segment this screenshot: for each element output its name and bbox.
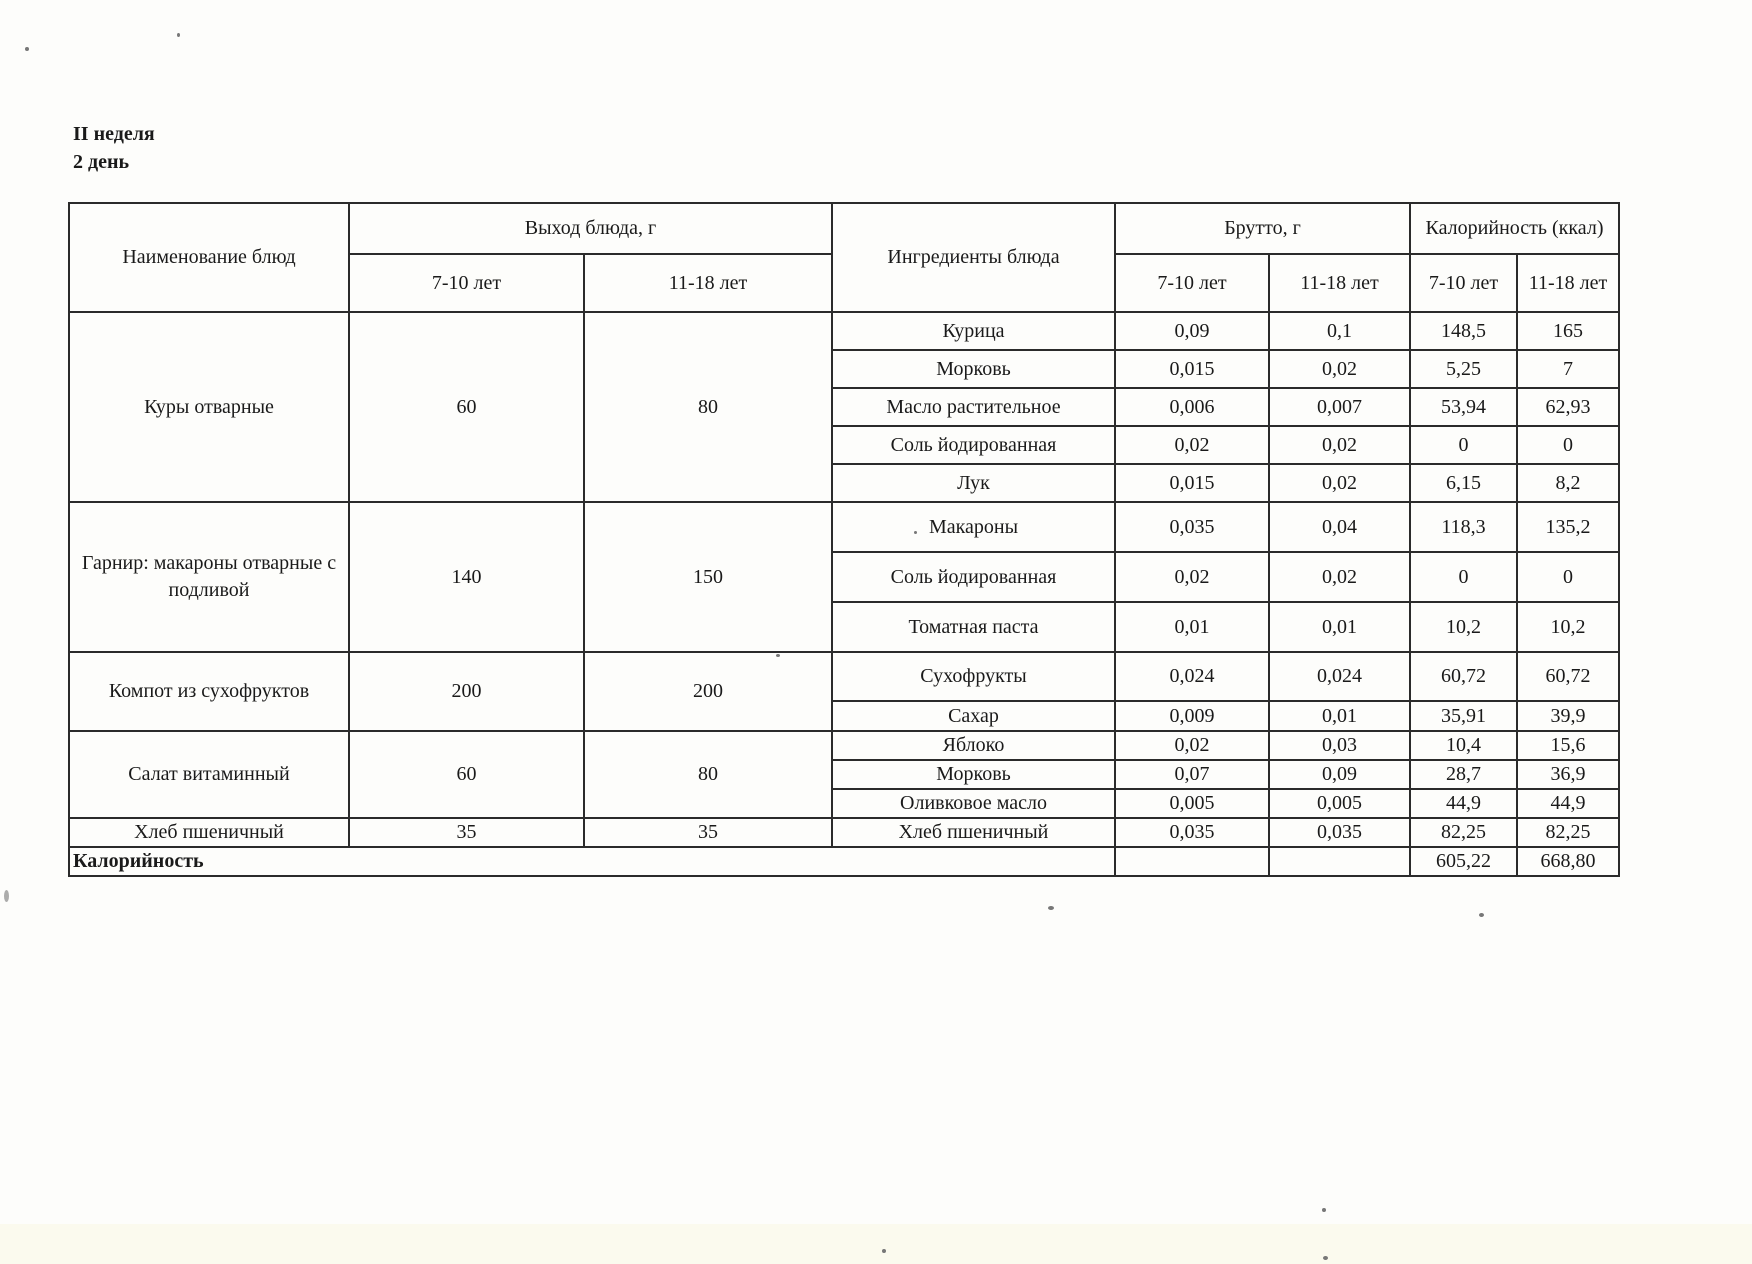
gross-11-18-cell: 0,005 <box>1269 789 1410 818</box>
gross-11-18-header: 11-18 лет <box>1269 254 1410 312</box>
scan-speck <box>1048 906 1054 910</box>
kcal-11-18-cell: 0 <box>1517 552 1619 602</box>
week-label: II неделя <box>73 123 155 145</box>
kcal-7-10-cell: 35,91 <box>1410 701 1517 731</box>
kcal-11-18-cell: 15,6 <box>1517 731 1619 760</box>
gross-7-10-cell: 0,01 <box>1115 602 1269 652</box>
gross-11-18-cell: 0,02 <box>1269 350 1410 388</box>
gross-7-10-cell: 0,07 <box>1115 760 1269 789</box>
kcal-7-10-cell: 5,25 <box>1410 350 1517 388</box>
gross-7-10-header: 7-10 лет <box>1115 254 1269 312</box>
scan-speck <box>177 33 180 37</box>
paper-edge <box>0 1224 1752 1264</box>
output-11-18-cell: 200 <box>584 652 832 731</box>
ingredient-name-cell: Морковь <box>832 350 1115 388</box>
scan-speck <box>1323 1256 1328 1260</box>
scan-speck <box>4 890 9 902</box>
output-11-18-header: 11-18 лет <box>584 254 832 312</box>
gross-7-10-cell: 0,009 <box>1115 701 1269 731</box>
scan-speck <box>1322 1208 1326 1212</box>
day-label: 2 день <box>73 151 130 173</box>
table-row <box>69 652 1619 701</box>
output-11-18-cell: 35 <box>584 818 832 847</box>
dish-name-cell: Куры отварные <box>69 312 349 502</box>
kcal-7-10-cell: 0 <box>1410 426 1517 464</box>
kcal-11-18-cell: 44,9 <box>1517 789 1619 818</box>
output-11-18-cell: 80 <box>584 731 832 818</box>
gross-11-18-cell: 0,04 <box>1269 502 1410 552</box>
calories-header: Калорийность (ккал) <box>1410 203 1619 254</box>
total-row <box>69 847 1619 876</box>
total-gross-7-10-cell <box>1115 847 1269 876</box>
gross-7-10-cell: 0,035 <box>1115 818 1269 847</box>
kcal-7-10-cell: 53,94 <box>1410 388 1517 426</box>
kcal-11-18-cell: 135,2 <box>1517 502 1619 552</box>
ingredient-name-cell: Макароны <box>832 502 1115 552</box>
gross-11-18-cell: 0,02 <box>1269 552 1410 602</box>
output-11-18-cell: 80 <box>584 312 832 502</box>
output-11-18-cell: 150 <box>584 502 832 652</box>
output-header: Выход блюда, г <box>349 203 832 254</box>
scan-speck <box>882 1249 886 1253</box>
table-row <box>69 502 1619 552</box>
total-kcal-7-10-cell: 605,22 <box>1410 847 1517 876</box>
gross-7-10-cell: 0,09 <box>1115 312 1269 350</box>
kcal-11-18-cell: 7 <box>1517 350 1619 388</box>
kcal-7-10-cell: 0 <box>1410 552 1517 602</box>
kcal-11-18-cell: 36,9 <box>1517 760 1619 789</box>
ingredient-name-cell: Оливковое масло <box>832 789 1115 818</box>
kcal-11-18-cell: 10,2 <box>1517 602 1619 652</box>
kcal-11-18-cell: 0 <box>1517 426 1619 464</box>
kcal-7-10-cell: 28,7 <box>1410 760 1517 789</box>
kcal-7-10-cell: 6,15 <box>1410 464 1517 502</box>
kcal-7-10-cell: 10,4 <box>1410 731 1517 760</box>
output-7-10-header: 7-10 лет <box>349 254 584 312</box>
table-row <box>69 731 1619 760</box>
gross-7-10-cell: 0,035 <box>1115 502 1269 552</box>
ingredient-name-cell: Курица <box>832 312 1115 350</box>
gross-11-18-cell: 0,09 <box>1269 760 1410 789</box>
kcal-11-18-cell: 165 <box>1517 312 1619 350</box>
kcal-11-18-cell: 39,9 <box>1517 701 1619 731</box>
scan-speck <box>914 531 917 534</box>
kcal-7-10-cell: 44,9 <box>1410 789 1517 818</box>
gross-7-10-cell: 0,02 <box>1115 552 1269 602</box>
gross-7-10-cell: 0,02 <box>1115 731 1269 760</box>
scan-speck <box>1479 913 1484 917</box>
gross-7-10-cell: 0,006 <box>1115 388 1269 426</box>
gross-11-18-cell: 0,03 <box>1269 731 1410 760</box>
total-label-cell: Калорийность <box>69 847 1115 876</box>
menu-table <box>68 202 1620 877</box>
gross-11-18-cell: 0,007 <box>1269 388 1410 426</box>
gross-11-18-cell: 0,024 <box>1269 652 1410 701</box>
total-gross-11-18-cell <box>1269 847 1410 876</box>
kcal-7-10-cell: 118,3 <box>1410 502 1517 552</box>
scan-speck <box>25 47 29 51</box>
ingredient-name-cell: Томатная паста <box>832 602 1115 652</box>
ingredient-name-cell: Сухофрукты <box>832 652 1115 701</box>
dish-name-cell: Салат витаминный <box>69 731 349 818</box>
gross-11-18-cell: 0,02 <box>1269 426 1410 464</box>
output-7-10-cell: 140 <box>349 502 584 652</box>
kcal-11-18-cell: 62,93 <box>1517 388 1619 426</box>
gross-7-10-cell: 0,015 <box>1115 350 1269 388</box>
kcal-11-18-header: 11-18 лет <box>1517 254 1619 312</box>
ingredient-name-cell: Сахар <box>832 701 1115 731</box>
ingredient-name-cell: Соль йодированная <box>832 552 1115 602</box>
scan-speck <box>776 654 780 657</box>
dish-name-header: Наименование блюд <box>69 203 349 312</box>
ingredient-name-cell: Хлеб пшеничный <box>832 818 1115 847</box>
gross-11-18-cell: 0,01 <box>1269 602 1410 652</box>
header-row <box>69 203 1619 254</box>
total-kcal-11-18-cell: 668,80 <box>1517 847 1619 876</box>
ingredient-name-cell: Масло растительное <box>832 388 1115 426</box>
gross-11-18-cell: 0,035 <box>1269 818 1410 847</box>
gross-11-18-cell: 0,02 <box>1269 464 1410 502</box>
ingredient-name-cell: Яблоко <box>832 731 1115 760</box>
table-row <box>69 312 1619 350</box>
kcal-11-18-cell: 82,25 <box>1517 818 1619 847</box>
kcal-11-18-cell: 60,72 <box>1517 652 1619 701</box>
table-row <box>69 818 1619 847</box>
dish-name-cell: Компот из сухофруктов <box>69 652 349 731</box>
ingredient-name-cell: Морковь <box>832 760 1115 789</box>
output-7-10-cell: 60 <box>349 312 584 502</box>
ingredient-name-cell: Лук <box>832 464 1115 502</box>
ingredient-name-cell: Соль йодированная <box>832 426 1115 464</box>
gross-11-18-cell: 0,01 <box>1269 701 1410 731</box>
gross-header: Брутто, г <box>1115 203 1410 254</box>
kcal-7-10-cell: 148,5 <box>1410 312 1517 350</box>
kcal-7-10-cell: 10,2 <box>1410 602 1517 652</box>
kcal-7-10-cell: 60,72 <box>1410 652 1517 701</box>
table-body <box>69 203 1619 876</box>
gross-11-18-cell: 0,1 <box>1269 312 1410 350</box>
kcal-7-10-cell: 82,25 <box>1410 818 1517 847</box>
gross-7-10-cell: 0,024 <box>1115 652 1269 701</box>
output-7-10-cell: 60 <box>349 731 584 818</box>
document-heading <box>73 120 155 176</box>
ingredients-header: Ингредиенты блюда <box>832 203 1115 312</box>
gross-7-10-cell: 0,02 <box>1115 426 1269 464</box>
kcal-11-18-cell: 8,2 <box>1517 464 1619 502</box>
dish-name-cell: Хлеб пшеничный <box>69 818 349 847</box>
gross-7-10-cell: 0,005 <box>1115 789 1269 818</box>
dish-name-cell: Гарнир: макароны отварные с подливой <box>69 502 349 652</box>
output-7-10-cell: 35 <box>349 818 584 847</box>
output-7-10-cell: 200 <box>349 652 584 731</box>
gross-7-10-cell: 0,015 <box>1115 464 1269 502</box>
kcal-7-10-header: 7-10 лет <box>1410 254 1517 312</box>
